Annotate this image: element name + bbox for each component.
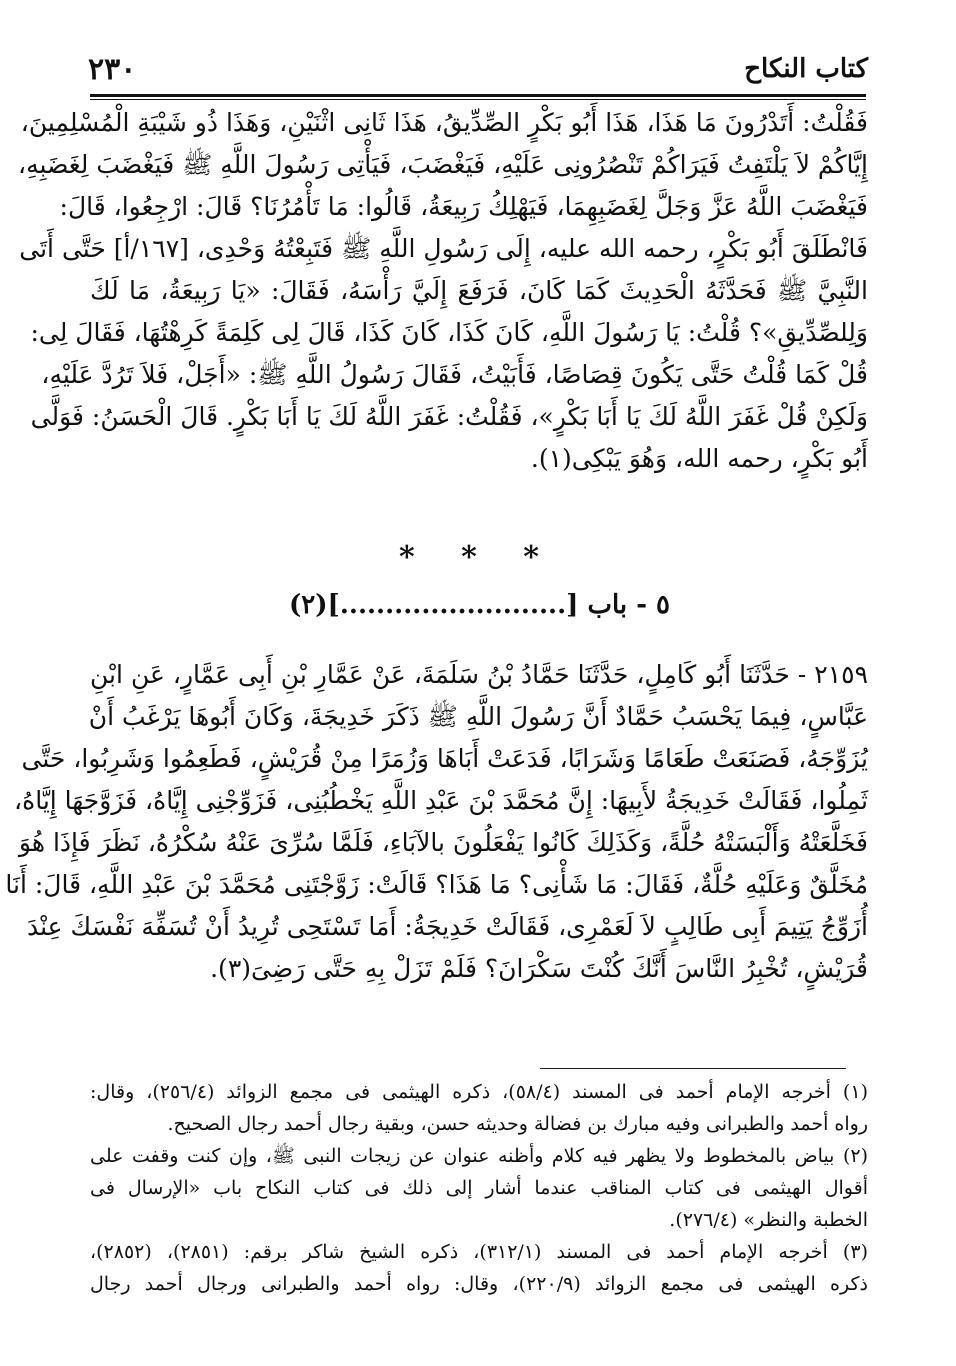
text-line: فَخَلَّعَتْهُ وَأَلْبَسَتْهُ حُلَّةً، وَكَذَلِكَ كَانُوا يَفْعَلُونَ بالآبَاءِ، فَلَمَّا سُرِّىَ عَنْهُ سُكْرُهُ، نَظَرَ فَإِذَا هُوَ: [18, 828, 868, 857]
text-line: قُرَيْشٍ، تُخْبِرُ النَّاسَ أَنَّكَ كُنْتَ سَكْرَانَ؟ فَلَمْ تَزَلْ بِهِ حَتَّى رَضِىَ(٣).: [210, 954, 868, 983]
text-line: فَيَغْضَبَ اللَّهُ عَزَّ وَجَلَّ لِغَضَبِهِمَا، فَيَهْلِكُ رَبِيعَةُ، قَالُوا: مَا تَأْمُرُنَا؟ قَالَ: ارْجِعُوا، قَالَ:: [59, 192, 868, 221]
header-rule: [90, 94, 866, 97]
footnote-line: (٢) بياض بالمخطوط ولا يظهر فيه كلام وأظنه عنوان عن زيجات النبى ﷺ، وإن كنت وقفت على: [90, 1145, 868, 1167]
footnotes: [90, 1076, 868, 1300]
text-line: يُزَوِّجَهُ، فَصَنَعَتْ طَعَامًا وَشَرَابًا، فَدَعَتْ أَبَاهَا وَزُمَرًا مِنْ قُرَيْشٍ، فَطَعِمُوا وَشَرِبُوا، حَتَّى: [21, 744, 868, 773]
footnote-line: رواه أحمد والطبرانى وفيه مبارك بن فضالة وحديثه حسن، وبقية رجال أحمد رجال الصحيح.: [167, 1113, 868, 1135]
footnote-line: الخطبة والنظر» (٢٧٦/٤).: [669, 1209, 868, 1231]
section-heading: ٥ - باب [.........................](٢): [288, 590, 670, 620]
section-separator: * * *: [399, 540, 557, 575]
text-line: ثَمِلُوا، فَقَالَتْ خَدِيجَةُ لأَبِيهَا: إِنَّ مُحَمَّدَ بْنَ عَبْدِ اللَّهِ يَخْطُبُنِى، فَزَوِّجْنِى إِيَّاهُ، فَزَوَّجَهَا إِيَّاهُ،: [14, 786, 868, 815]
footnote-line: أقوال الهيثمى فى كتاب المناقب عندما أشار إلى ذلك فى كتاب النكاح باب «الإرسال فى: [90, 1177, 868, 1199]
page-number: ٢٣٠: [88, 52, 137, 87]
text-line: وَلَكِنْ قُلْ غَفَرَ اللَّهُ لَكَ يَا أَبَا بَكْرٍ»، فَقُلْتُ: غَفَرَ اللَّهُ لَكَ يَا أَبَا بَكْرٍ. قَالَ الْحَسَنُ: فَوَلَّى: [30, 402, 868, 431]
text-line: قُلْ كَمَا قُلْتُ حَتَّى يَكُونَ قِصَاصًا، فَأَبَيْتُ، فَقَالَ رَسُولُ اللَّهِ ﷺ: «أَجَلْ، فَلاَ تَرُدَّ عَلَيْهِ،: [41, 360, 868, 389]
text-line: ٢١٥٩ - حَدَّثَنَا أَبُو كَامِلٍ، حَدَّثَنَا حَمَّادُ بْنُ سَلَمَةَ، عَنْ عَمَّارِ بْنِ أَبِى عَمَّارٍ، عَنِ ابْنِ: [90, 660, 868, 689]
text-line: فَقُلْتُ: أَتَدْرُونَ مَا هَذَا، هَذَا أَبُو بَكْرٍ الصِّدِّيقُ، هَذَا ثَانِى اثْنَيْنِ، وَهَذَا ذُو شَيْبَةِ الْمُسْلِمِينَ،: [20, 108, 868, 137]
text-line: عَبَّاسٍ، فِيمَا يَحْسَبُ حَمَّادٌ أَنَّ رَسُولَ اللَّهِ ﷺ ذَكَرَ خَدِيجَةَ، وَكَانَ أَبُوهَا يَرْغَبُ أَنْ: [88, 702, 868, 731]
text-line: فَانْطَلَقَ أَبُو بَكْرٍ، رحمه الله عليه، إِلَى رَسُولِ اللَّهِ ﷺ فَتَبِعْتُهُ وَحْدِى، [١٦٧/أ] حَتَّى أَتَى: [19, 234, 868, 263]
header-rule-thin: [90, 99, 866, 100]
text-line: إِيَّاكُمْ لاَ يَلْتَفِتُ فَيَرَاكُمْ تَنْصُرُونِى عَلَيْهِ، فَيَغْضَبَ، فَيَأْتِى رَسُولَ اللَّهِ ﷺ فَيَغْضَبَ لِغَضَبِهِ،: [18, 150, 868, 179]
hadith-continuation: [18, 102, 868, 480]
text-line: النَّبِيَّ ﷺ فَحَدَّثَهُ الْحَدِيثَ كَمَا كَانَ، فَرَفَعَ إِلَيَّ رَأْسَهُ، فَقَالَ: «يَا رَبِيعَةُ، مَا لَكَ: [90, 276, 868, 305]
footnote-line: ذكره الهيثمى فى مجمع الزوائد (٢٢٠/٩)، وقال: رواه أحمد والطبرانى ورجال أحمد رجال: [90, 1273, 868, 1295]
footnote-rule: [540, 1068, 846, 1069]
text-line: أُزَوِّجُ يَتِيمَ أَبِى طَالِبٍ لاَ لَعَمْرِى، فَقَالَتْ خَدِيجَةُ: أَمَا تَسْتَحِى تُرِيدُ أَنْ تُسَفِّهَ نَفْسَكَ عِنْدَ: [26, 912, 868, 941]
footnote-line: (١) أخرجه الإمام أحمد فى المسند (٥٨/٤)، ذكره الهيثمى فى مجمع الزوائد (٢٥٦/٤)، وقال:: [90, 1081, 868, 1103]
text-line: مُخَلَّقٌ وَعَلَيْهِ حُلَّةٌ، فَقَالَ: مَا شَأْنِى؟ مَا هَذَا؟ قَالَتْ: زَوَّجْتَنِى مُحَمَّدَ بْنَ عَبْدِ اللَّهِ، قَالَ: أَنَا: [5, 870, 868, 899]
text-line: وَلِلصِّدِّيقِ»؟ قُلْتُ: يَا رَسُولَ اللَّهِ، كَانَ كَذَا، كَانَ كَذَا، قَالَ لِى كَلِمَةً كَرِهْتُهَا، فَقَالَ لِى:: [30, 318, 868, 347]
footnote-line: (٣) أخرجه الإمام أحمد فى المسند (٣١٢/١)، ذكره الشيخ شاكر برقم: (٢٨٥١)، (٢٨٥٢)،: [90, 1241, 868, 1263]
text-line: أَبُو بَكْرٍ، رحمه الله، وَهُوَ يَبْكِى(١).: [530, 444, 868, 473]
running-title: كتاب النكاح: [744, 54, 868, 84]
page-header: [88, 48, 868, 94]
hadith-2159: [5, 654, 868, 990]
